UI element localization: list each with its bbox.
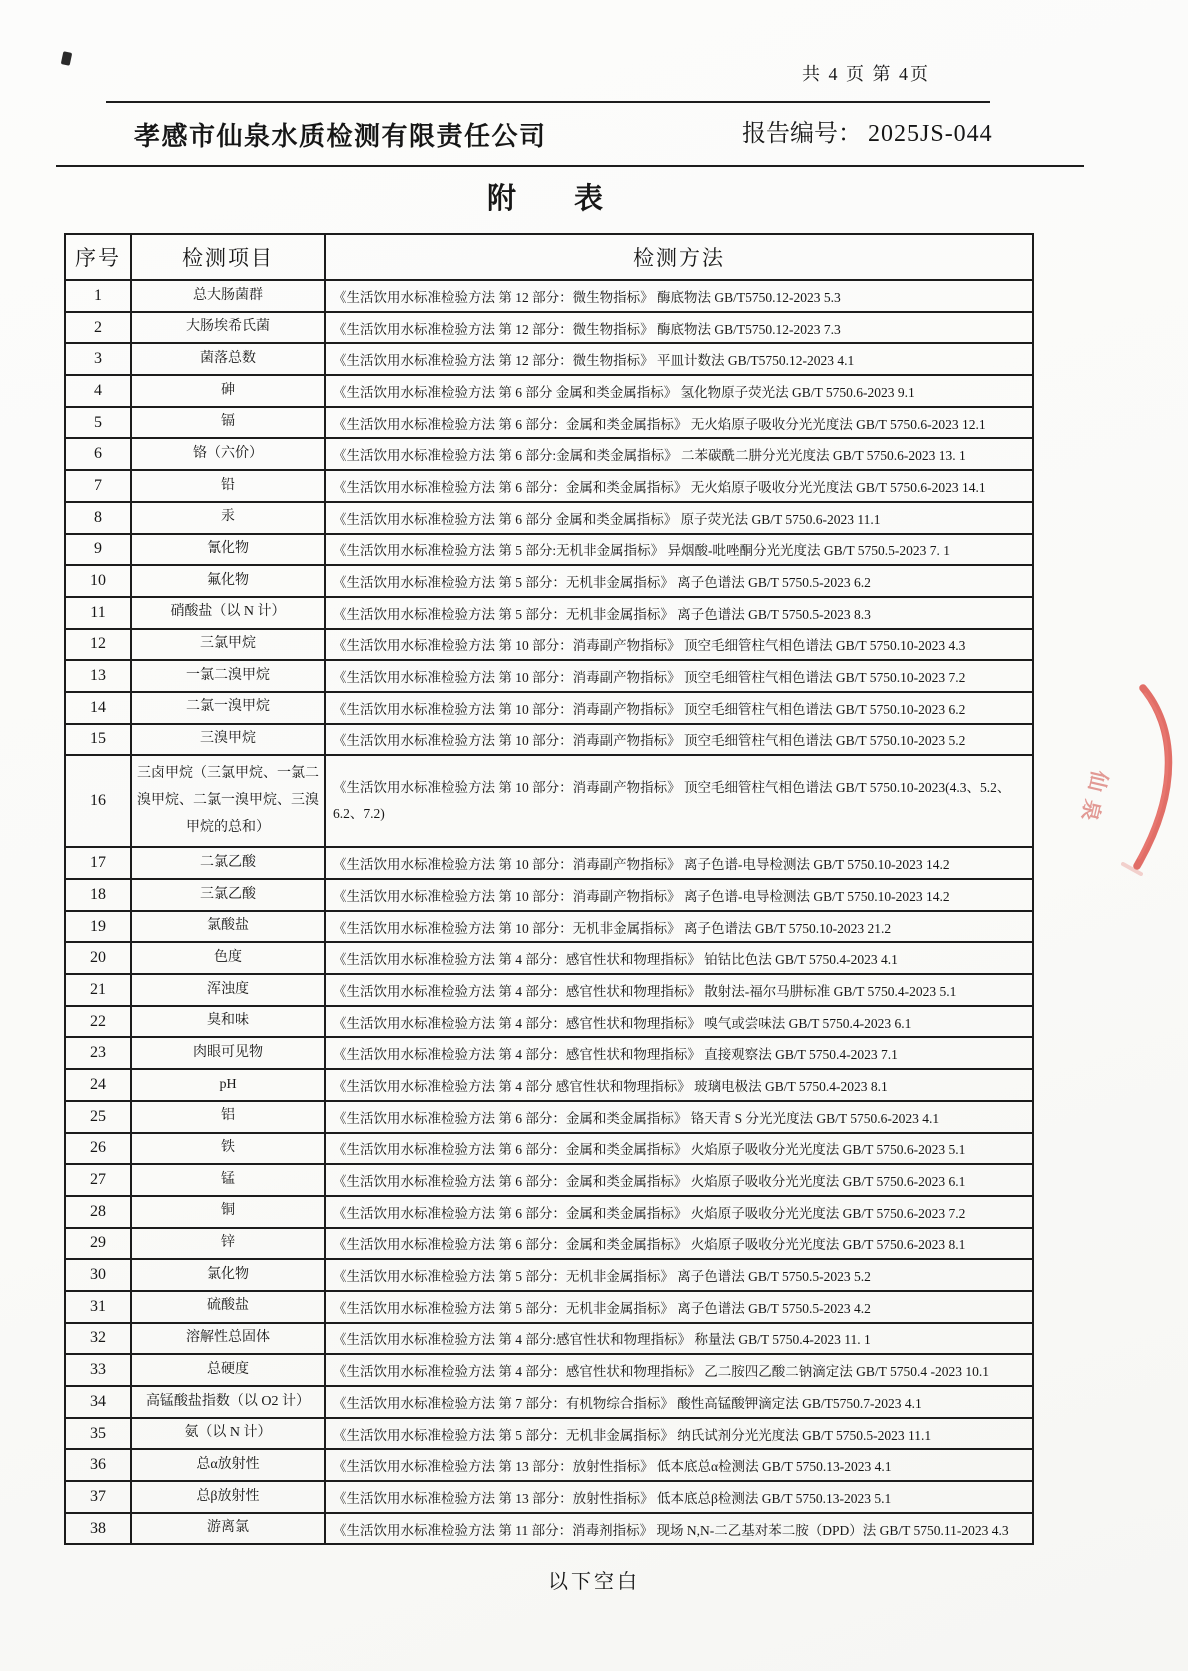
cell-method: 《生活饮用水标准检验方法 第 6 部分：金属和类金属指标》 火焰原子吸收分光光度法 GB/T 5750.6-2023 5.1 [325,1133,1033,1165]
header-item: 检测项目 [131,234,325,280]
cell-item: 二氯一溴甲烷 [131,692,325,724]
cell-no: 29 [65,1228,131,1260]
cell-method: 《生活饮用水标准检验方法 第 10 部分：无机非金属指标》 离子色谱法 GB/T 5750.10-2023 21.2 [325,911,1033,943]
cell-item: 砷 [131,375,325,407]
cell-item: 二氯乙酸 [131,847,325,879]
cell-no: 31 [65,1291,131,1323]
table-row [65,847,1033,879]
table-row [65,1164,1033,1196]
cell-method: 《生活饮用水标准检验方法 第 6 部分：金属和类金属指标》 火焰原子吸收分光光度法 GB/T 5750.6-2023 6.1 [325,1164,1033,1196]
report-number-value: 2025JS-044 [868,121,993,147]
company-name: 孝感市仙泉水质检测有限责任公司 [134,122,547,151]
table-row [65,879,1033,911]
table-row [65,692,1033,724]
cell-no: 28 [65,1196,131,1228]
cell-no: 30 [65,1259,131,1291]
cell-method: 《生活饮用水标准检验方法 第 5 部分：无机非金属指标》 离子色谱法 GB/T 5750.5-2023 6.2 [325,565,1033,597]
cell-item: 氯酸盐 [131,911,325,943]
table-row [65,1037,1033,1069]
cell-no: 35 [65,1418,131,1450]
table-row [65,1259,1033,1291]
table-row [65,629,1033,661]
cell-method: 《生活饮用水标准检验方法 第 6 部分 金属和类金属指标》 原子荧光法 GB/T 5750.6-2023 11.1 [325,502,1033,534]
cell-no: 11 [65,597,131,629]
cell-no: 32 [65,1323,131,1355]
cell-method: 《生活饮用水标准检验方法 第 5 部分：无机非金属指标》 离子色谱法 GB/T 5750.5-2023 8.3 [325,597,1033,629]
cell-method: 《生活饮用水标准检验方法 第 6 部分：金属和类金属指标》 火焰原子吸收分光光度法 GB/T 5750.6-2023 7.2 [325,1196,1033,1228]
cell-method: 《生活饮用水标准检验方法 第 12 部分：微生物指标》 酶底物法 GB/T5750.12-2023 7.3 [325,312,1033,344]
cell-no: 6 [65,438,131,470]
seal-arc-icon [1093,668,1188,893]
cell-item: 总硬度 [131,1354,325,1386]
table-row [65,1418,1033,1450]
table-row [65,470,1033,502]
cell-item: 铅 [131,470,325,502]
cell-no: 26 [65,1133,131,1165]
table-row [65,755,1033,847]
cell-no: 12 [65,629,131,661]
header-no: 序号 [65,234,131,280]
cell-item: 臭和味 [131,1006,325,1038]
cell-item: 氨（以 N 计） [131,1418,325,1450]
cell-item: 锰 [131,1164,325,1196]
header-method: 检测方法 [325,234,1033,280]
methods-table [64,233,1034,1545]
table-row [65,724,1033,756]
header-rule-bottom [56,165,1084,167]
cell-method: 《生活饮用水标准检验方法 第 13 部分：放射性指标》 低本底总β检测法 GB/T 5750.13-2023 5.1 [325,1481,1033,1513]
cell-no: 1 [65,280,131,312]
cell-method: 《生活饮用水标准检验方法 第 4 部分：感官性状和物理指标》 直接观察法 GB/T 5750.4-2023 7.1 [325,1037,1033,1069]
cell-method: 《生活饮用水标准检验方法 第 4 部分：感官性状和物理指标》 散射法-福尔马肼标准 GB/T 5750.4-2023 5.1 [325,974,1033,1006]
cell-no: 36 [65,1449,131,1481]
cell-no: 24 [65,1069,131,1101]
cell-item: 肉眼可见物 [131,1037,325,1069]
cell-method: 《生活饮用水标准检验方法 第 11 部分：消毒剂指标》 现场 N,N-二乙基对苯二胺（DPD）法 GB/T 5750.11-2023 4.3 [325,1513,1033,1545]
cell-no: 13 [65,660,131,692]
cell-method: 《生活饮用水标准检验方法 第 5 部分：无机非金属指标》 离子色谱法 GB/T 5750.5-2023 4.2 [325,1291,1033,1323]
cell-method: 《生活饮用水标准检验方法 第 5 部分：无机非金属指标》 离子色谱法 GB/T 5750.5-2023 5.2 [325,1259,1033,1291]
cell-item: 铁 [131,1133,325,1165]
seal-text: 仙泉 [1074,768,1112,832]
cell-item: 总α放射性 [131,1449,325,1481]
table-row [65,1291,1033,1323]
table-row [65,1386,1033,1418]
table-row [65,1101,1033,1133]
cell-item: 铝 [131,1101,325,1133]
table-row [65,1133,1033,1165]
cell-method: 《生活饮用水标准检验方法 第 10 部分：消毒副产物指标》 顶空毛细管柱气相色谱法 GB/T 5750.10-2023 6.2 [325,692,1033,724]
table-row [65,280,1033,312]
page-number: 共 4 页 第 4页 [802,64,930,84]
cell-item: 汞 [131,502,325,534]
cell-item: 高锰酸盐指数（以 O2 计） [131,1386,325,1418]
cell-no: 33 [65,1354,131,1386]
cell-item: 总β放射性 [131,1481,325,1513]
cell-no: 2 [65,312,131,344]
cell-no: 3 [65,343,131,375]
cell-item: pH [131,1069,325,1101]
table-row [65,407,1033,439]
cell-item: 溶解性总固体 [131,1323,325,1355]
cell-no: 20 [65,942,131,974]
cell-method: 《生活饮用水标准检验方法 第 6 部分：金属和类金属指标》 火焰原子吸收分光光度法 GB/T 5750.6-2023 8.1 [325,1228,1033,1260]
cell-no: 8 [65,502,131,534]
table-row [65,565,1033,597]
table-body [65,280,1033,1544]
cell-method: 《生活饮用水标准检验方法 第 10 部分：消毒副产物指标》 顶空毛细管柱气相色谱法 GB/T 5750.10-2023 4.3 [325,629,1033,661]
cell-no: 37 [65,1481,131,1513]
cell-method: 《生活饮用水标准检验方法 第 5 部分：无机非金属指标》 纳氏试剂分光光度法 GB/T 5750.5-2023 11.1 [325,1418,1033,1450]
cell-method: 《生活饮用水标准检验方法 第 6 部分：金属和类金属指标》 无火焰原子吸收分光光度法 GB/T 5750.6-2023 14.1 [325,470,1033,502]
cell-no: 7 [65,470,131,502]
table-row [65,534,1033,566]
cell-item: 三卤甲烷（三氯甲烷、一氯二溴甲烷、二氯一溴甲烷、三溴甲烷的总和） [131,755,325,847]
cell-item: 色度 [131,942,325,974]
cell-method: 《生活饮用水标准检验方法 第 4 部分：感官性状和物理指标》 嗅气或尝味法 GB/T 5750.4-2023 6.1 [325,1006,1033,1038]
cell-method: 《生活饮用水标准检验方法 第 10 部分：消毒副产物指标》 顶空毛细管柱气相色谱法 GB/T 5750.10-2023 7.2 [325,660,1033,692]
page-title: 附 表 [486,183,603,215]
table-row [65,312,1033,344]
cell-method: 《生活饮用水标准检验方法 第 10 部分：消毒副产物指标》 离子色谱-电导检测法 GB/T 5750.10-2023 14.2 [325,847,1033,879]
cell-method: 《生活饮用水标准检验方法 第 6 部分 金属和类金属指标》 氢化物原子荧光法 GB/T 5750.6-2023 9.1 [325,375,1033,407]
cell-no: 17 [65,847,131,879]
table-row [65,1196,1033,1228]
table-row [65,942,1033,974]
cell-no: 18 [65,879,131,911]
table-row [65,911,1033,943]
cell-item: 铬（六价） [131,438,325,470]
table-row [65,438,1033,470]
cell-item: 三溴甲烷 [131,724,325,756]
table-row [65,1481,1033,1513]
cell-no: 10 [65,565,131,597]
cell-method: 《生活饮用水标准检验方法 第 13 部分：放射性指标》 低本底总α检测法 GB/T 5750.13-2023 4.1 [325,1449,1033,1481]
cell-method: 《生活饮用水标准检验方法 第 6 部分:金属和类金属指标》 二苯碳酰二肼分光光度法 GB/T 5750.6-2023 13. 1 [325,438,1033,470]
cell-item: 氟化物 [131,565,325,597]
table-row [65,974,1033,1006]
table-row [65,1354,1033,1386]
cell-method: 《生活饮用水标准检验方法 第 4 部分：感官性状和物理指标》 乙二胺四乙酸二钠滴定法 GB/T 5750.4 -2023 10.1 [325,1354,1033,1386]
table-row [65,375,1033,407]
cell-no: 38 [65,1513,131,1545]
red-seal-partial [1074,668,1188,893]
cell-item: 浑浊度 [131,974,325,1006]
table-row [65,1513,1033,1545]
table-header-row [65,234,1033,280]
cell-no: 25 [65,1101,131,1133]
cell-method: 《生活饮用水标准检验方法 第 10 部分：消毒副产物指标》 离子色谱-电导检测法 GB/T 5750.10-2023 14.2 [325,879,1033,911]
cell-item: 锌 [131,1228,325,1260]
cell-item: 菌落总数 [131,343,325,375]
cell-method: 《生活饮用水标准检验方法 第 5 部分:无机非金属指标》 异烟酸-吡唑酮分光光度法 GB/T 5750.5-2023 7. 1 [325,534,1033,566]
table-row [65,502,1033,534]
cell-item: 硫酸盐 [131,1291,325,1323]
cell-method: 《生活饮用水标准检验方法 第 6 部分：金属和类金属指标》 铬天青 S 分光光度法 GB/T 5750.6-2023 4.1 [325,1101,1033,1133]
header-rule-top [106,101,990,103]
cell-no: 19 [65,911,131,943]
cell-item: 游离氯 [131,1513,325,1545]
table-row [65,660,1033,692]
cell-item: 三氯乙酸 [131,879,325,911]
cell-item: 铜 [131,1196,325,1228]
cell-method: 《生活饮用水标准检验方法 第 4 部分：感官性状和物理指标》 铂钴比色法 GB/T 5750.4-2023 4.1 [325,942,1033,974]
cell-no: 22 [65,1006,131,1038]
cell-item: 总大肠菌群 [131,280,325,312]
cell-no: 21 [65,974,131,1006]
cell-no: 23 [65,1037,131,1069]
cell-item: 镉 [131,407,325,439]
cell-no: 5 [65,407,131,439]
blank-below-note: 以下空白 [548,1571,640,1593]
cell-no: 4 [65,375,131,407]
table-row [65,1069,1033,1101]
cell-no: 27 [65,1164,131,1196]
table-row [65,1228,1033,1260]
cell-no: 34 [65,1386,131,1418]
cell-item: 大肠埃希氏菌 [131,312,325,344]
report-number-label: 报告编号： [742,121,862,147]
cell-item: 一氯二溴甲烷 [131,660,325,692]
cell-no: 15 [65,724,131,756]
cell-method: 《生活饮用水标准检验方法 第 10 部分：消毒副产物指标》 顶空毛细管柱气相色谱法 GB/T 5750.10-2023(4.3、5.2、6.2、7.2) [325,755,1033,847]
cell-item: 三氯甲烷 [131,629,325,661]
cell-method: 《生活饮用水标准检验方法 第 10 部分：消毒副产物指标》 顶空毛细管柱气相色谱法 GB/T 5750.10-2023 5.2 [325,724,1033,756]
cell-no: 16 [65,755,131,847]
table-row [65,343,1033,375]
cell-method: 《生活饮用水标准检验方法 第 6 部分：金属和类金属指标》 无火焰原子吸收分光光度法 GB/T 5750.6-2023 12.1 [325,407,1033,439]
cell-method: 《生活饮用水标准检验方法 第 12 部分：微生物指标》 酶底物法 GB/T5750.12-2023 5.3 [325,280,1033,312]
report-number-line [742,113,993,148]
cell-method: 《生活饮用水标准检验方法 第 7 部分：有机物综合指标》 酸性高锰酸钾滴定法 GB/T5750.7-2023 4.1 [325,1386,1033,1418]
cell-method: 《生活饮用水标准检验方法 第 4 部分 感官性状和物理指标》 玻璃电极法 GB/T 5750.4-2023 8.1 [325,1069,1033,1101]
cell-no: 9 [65,534,131,566]
cell-item: 硝酸盐（以 N 计） [131,597,325,629]
cell-method: 《生活饮用水标准检验方法 第 4 部分:感官性状和物理指标》 称量法 GB/T 5750.4-2023 11. 1 [325,1323,1033,1355]
table-row [65,1323,1033,1355]
table-row [65,1006,1033,1038]
table-row [65,597,1033,629]
table-row [65,1449,1033,1481]
cell-item: 氰化物 [131,534,325,566]
cell-no: 14 [65,692,131,724]
scan-artifact [61,51,73,66]
cell-item: 氯化物 [131,1259,325,1291]
cell-method: 《生活饮用水标准检验方法 第 12 部分：微生物指标》 平皿计数法 GB/T5750.12-2023 4.1 [325,343,1033,375]
